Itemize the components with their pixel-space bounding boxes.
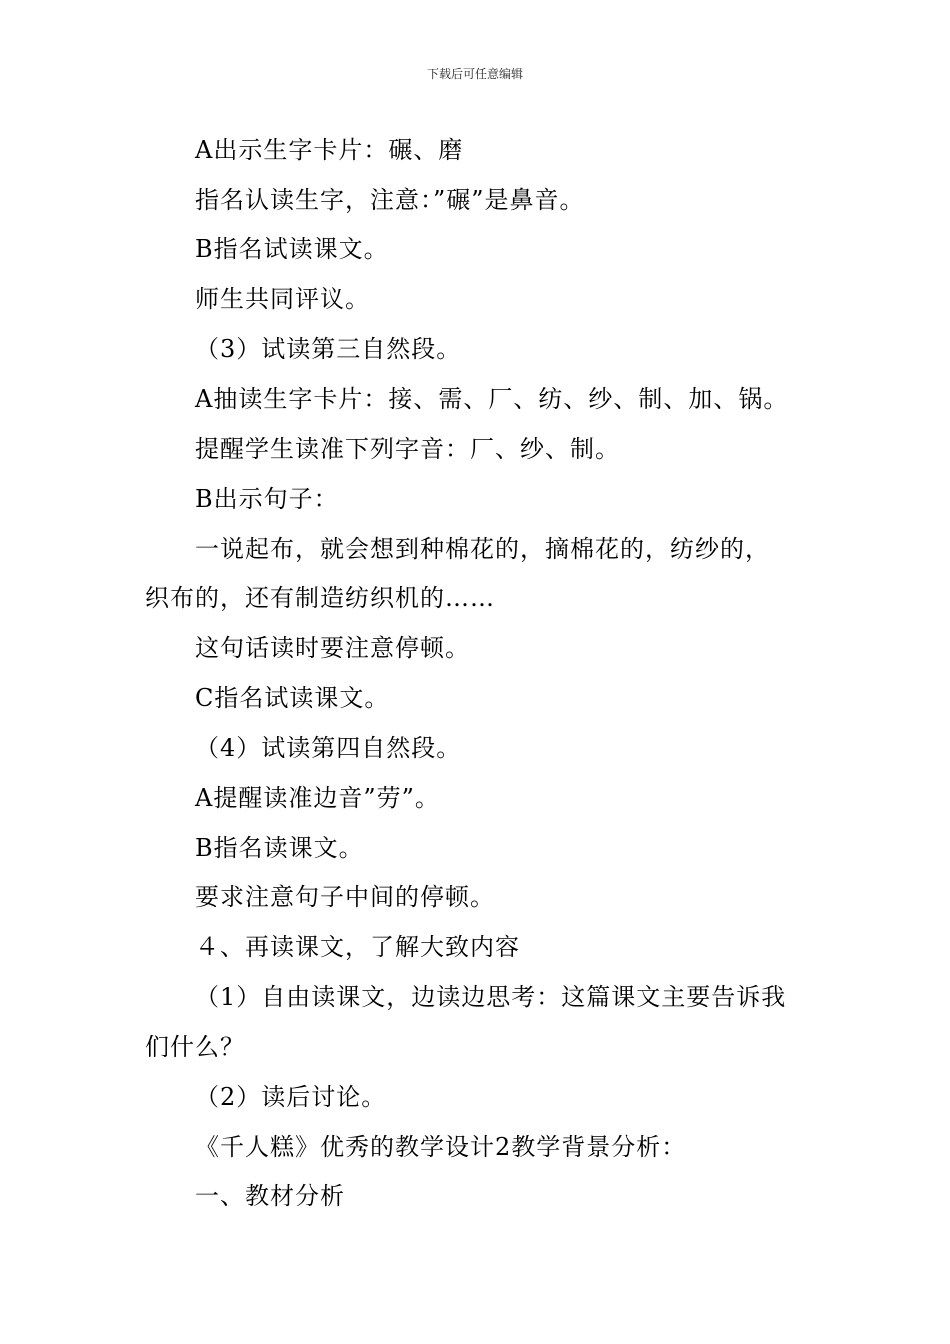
text-line: 织布的，还有制造纺织机的…… [145, 584, 495, 612]
page-header: 下载后可任意编辑 [426, 67, 523, 81]
text-line: 指名认读生字，注意：”碾”是鼻音。 [195, 186, 585, 214]
text-line: （2）读后讨论。 [195, 1083, 387, 1111]
text-line: A出示生字卡片：碾、磨 [195, 136, 464, 164]
text-line: A抽读生字卡片：接、需、厂、纺、纱、制、加、锅。 [195, 385, 789, 413]
text-line: C指名试读课文。 [195, 684, 390, 712]
text-line: 要求注意句子中间的停顿。 [195, 883, 495, 911]
text-line: 师生共同评议。 [195, 285, 370, 313]
text-line: 提醒学生读准下列字音：厂、纱、制。 [195, 435, 620, 463]
text-line: 《千人糕》优秀的教学设计2教学背景分析： [195, 1133, 687, 1161]
text-line: 一说起布，就会想到种棉花的，摘棉花的，纺纱的， [195, 535, 770, 563]
text-line: B指名读课文。 [195, 834, 364, 862]
text-line: （4）试读第四自然段。 [195, 734, 462, 762]
text-line: ４、再读课文，了解大致内容 [195, 933, 520, 961]
text-line: 一、教材分析 [195, 1182, 345, 1210]
text-line: B出示句子： [195, 485, 339, 513]
text-line: A提醒读准边音”劳”。 [195, 784, 440, 812]
text-line: 这句话读时要注意停顿。 [195, 634, 470, 662]
text-line: B指名试读课文。 [195, 235, 389, 263]
text-line: 们什么？ [145, 1033, 245, 1061]
text-line: （3）试读第三自然段。 [195, 335, 462, 363]
text-line: （1）自由读课文，边读边思考：这篇课文主要告诉我 [195, 983, 787, 1011]
